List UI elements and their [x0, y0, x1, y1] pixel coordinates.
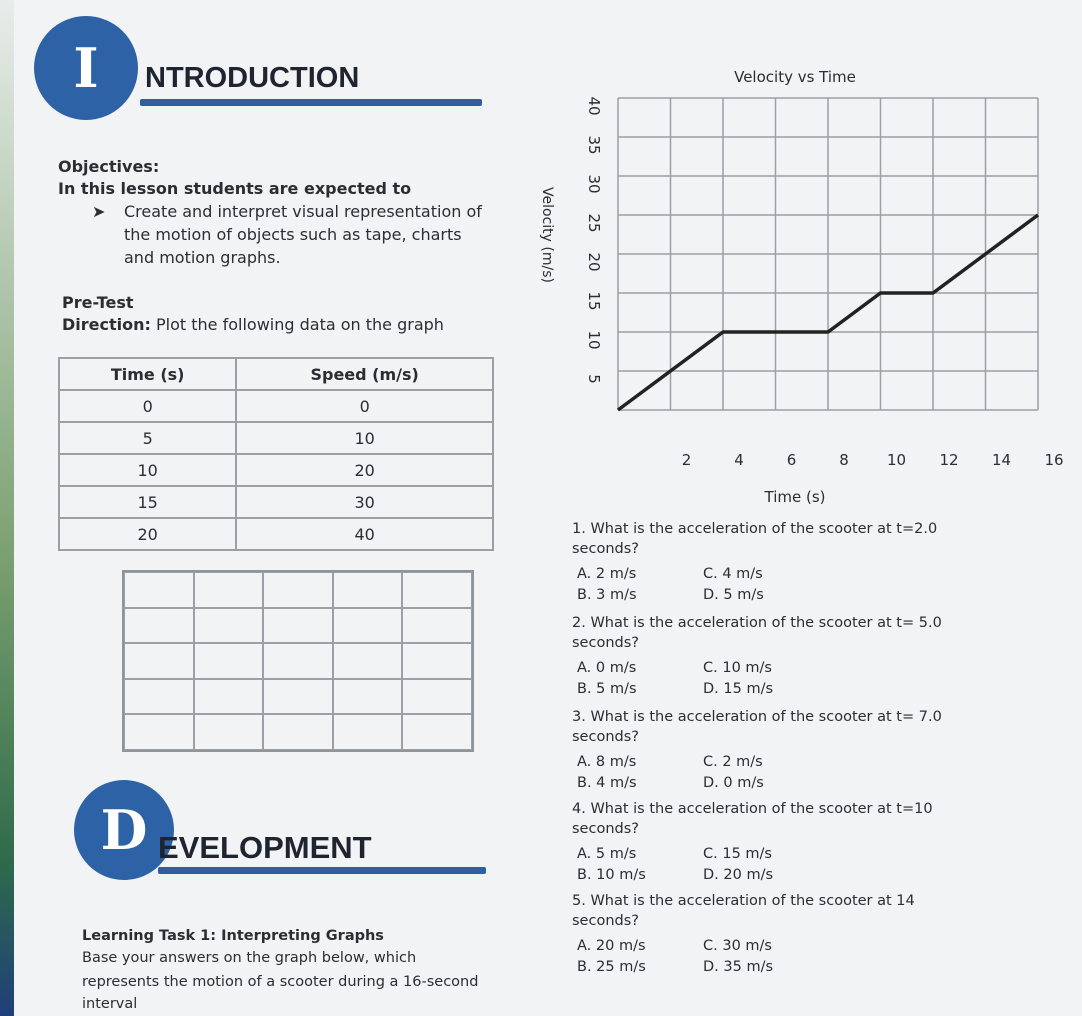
x-axis-label: Time (s) [764, 488, 826, 506]
answer-option-b: B. 25 m/s [577, 959, 646, 975]
y-tick-label: 20 [585, 252, 603, 272]
chart-title: Velocity vs Time [734, 68, 856, 86]
task-title: Learning Task 1: Interpreting Graphs [82, 928, 384, 944]
x-tick-label: 8 [839, 451, 849, 469]
answer-option-b: B. 5 m/s [577, 681, 637, 697]
answer-option-a: A. 2 m/s [577, 566, 637, 582]
answer-option-d: D. 5 m/s [703, 587, 764, 603]
time-cell: 15 [59, 486, 236, 518]
y-tick-label: 5 [585, 374, 603, 384]
y-axis-label: Velocity (m/s) [539, 187, 555, 283]
x-tick-label: 16 [1044, 451, 1064, 469]
answer-option-b: B. 3 m/s [577, 587, 637, 603]
question-text-continued: seconds? [572, 913, 639, 929]
pretest-heading: Pre-Test [62, 293, 134, 312]
answer-option-d: D. 15 m/s [703, 681, 774, 697]
y-tick-label: 30 [585, 174, 603, 194]
y-tick-label: 15 [585, 291, 603, 311]
time-cell: 5 [59, 422, 236, 454]
objective-line-2: the motion of objects such as tape, charts [124, 225, 462, 244]
question-text: 4. What is the acceleration of the scooter at t=10 [572, 801, 933, 817]
answer-option-b: B. 4 m/s [577, 775, 637, 791]
y-tick-label: 10 [585, 330, 603, 350]
question-text: 5. What is the acceleration of the scooter at 14 [572, 893, 915, 909]
intro-title: NTRODUCTION [145, 62, 360, 94]
time-column-header: Time (s) [59, 358, 236, 390]
y-tick-label: 35 [585, 135, 603, 155]
question-text: 3. What is the acceleration of the scooter at t= 7.0 [572, 709, 942, 725]
speed-cell: 10 [236, 422, 493, 454]
x-tick-label: 4 [734, 451, 744, 469]
time-cell: 0 [59, 390, 236, 422]
answer-option-a: A. 8 m/s [577, 754, 637, 770]
direction-label: Direction: [62, 315, 151, 334]
answer-option-c: C. 2 m/s [703, 754, 763, 770]
task-line-3: interval [82, 996, 138, 1012]
time-cell: 20 [59, 518, 236, 550]
objective-line-1: Create and interpret visual representation of [124, 202, 482, 221]
objectives-heading: Objectives: [58, 157, 160, 176]
y-tick-label: 25 [585, 213, 603, 233]
answer-option-a: A. 5 m/s [577, 846, 637, 862]
objective-line-3: and motion graphs. [124, 248, 281, 267]
x-tick-label: 14 [991, 451, 1012, 469]
direction-text: Plot the following data on the graph [156, 315, 444, 334]
answer-option-a: A. 0 m/s [577, 660, 637, 676]
answer-option-c: C. 30 m/s [703, 938, 772, 954]
x-tick-label: 6 [786, 451, 797, 469]
question-text: 2. What is the acceleration of the scooter at t= 5.0 [572, 615, 942, 631]
answer-option-d: D. 0 m/s [703, 775, 764, 791]
answer-option-d: D. 20 m/s [703, 867, 774, 883]
question-text-continued: seconds? [572, 635, 639, 651]
question-text: 1. What is the acceleration of the scooter at t=2.0 [572, 521, 938, 537]
answer-option-c: C. 10 m/s [703, 660, 772, 676]
task-line-2: represents the motion of a scooter during a 16-second [82, 974, 479, 990]
time-cell: 10 [59, 454, 236, 486]
speed-cell: 30 [236, 486, 493, 518]
x-tick-label: 2 [681, 451, 692, 469]
y-tick-label: 40 [585, 96, 603, 116]
task-line-1: Base your answers on the graph below, which [82, 950, 417, 966]
question-text-continued: seconds? [572, 821, 639, 837]
answer-option-a: A. 20 m/s [577, 938, 646, 954]
answer-option-c: C. 15 m/s [703, 846, 772, 862]
speed-cell: 20 [236, 454, 493, 486]
question-text-continued: seconds? [572, 541, 639, 557]
speed-column-header: Speed (m/s) [236, 358, 493, 390]
answer-option-d: D. 35 m/s [703, 959, 774, 975]
intro-letter-badge: I [34, 16, 138, 120]
x-tick-label: 10 [886, 451, 907, 469]
answer-option-b: B. 10 m/s [577, 867, 646, 883]
development-title: EVELOPMENT [158, 830, 372, 865]
development-letter-badge: D [74, 780, 174, 880]
question-text-continued: seconds? [572, 729, 639, 745]
speed-cell: 40 [236, 518, 493, 550]
answer-option-c: C. 4 m/s [703, 566, 763, 582]
objectives-lead: In this lesson students are expected to [58, 179, 412, 198]
speed-cell: 0 [236, 390, 493, 422]
bullet-arrow-icon: ➤ [92, 202, 106, 221]
x-tick-label: 12 [939, 451, 959, 469]
